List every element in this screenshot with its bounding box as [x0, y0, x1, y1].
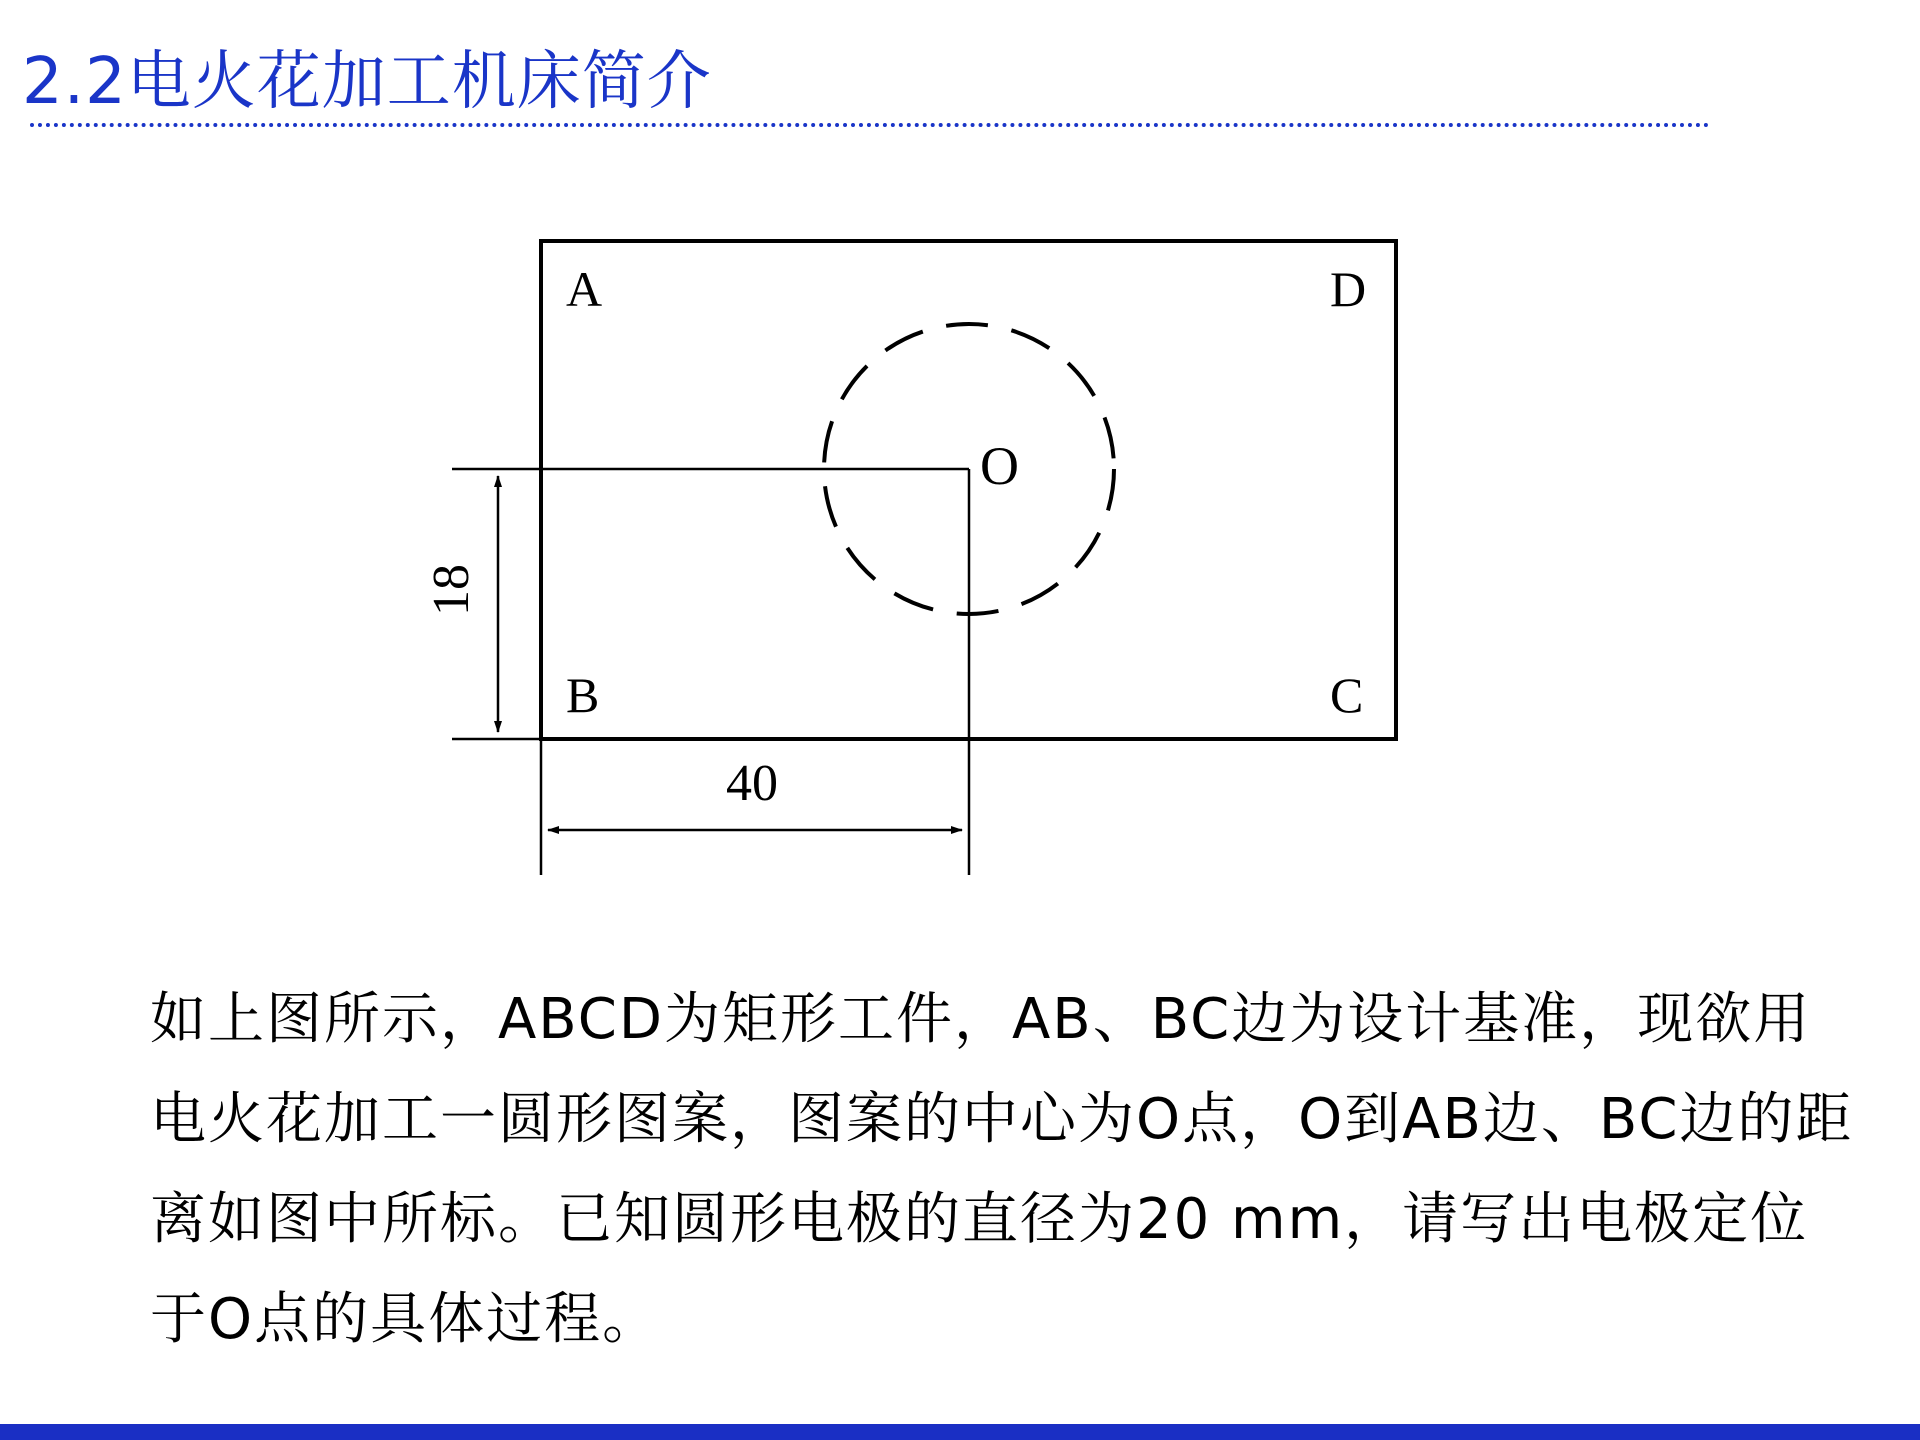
problem-description: 如上图所示，ABCD为矩形工件，AB、BC边为设计基准，现欲用电火花加工一圆形图案，图案的中心为O点，O到AB边、BC边的距离如图中所标。已知圆形电极的直径为20 mm，请写出电极定位于O点的具体过程。	[150, 987, 1854, 1352]
corner-label-a: A	[566, 261, 603, 317]
bottom-accent-bar	[0, 1424, 1920, 1440]
corner-label-c: C	[1330, 667, 1364, 723]
dimension-label-vertical: 18	[423, 564, 480, 616]
corner-label-b: B	[566, 667, 600, 723]
slide-title: 2.2电火花加工机床简介	[22, 45, 712, 119]
dimension-label-horizontal: 40	[726, 755, 778, 812]
corner-label-d: D	[1330, 261, 1367, 317]
center-label-o: O	[980, 436, 1019, 496]
